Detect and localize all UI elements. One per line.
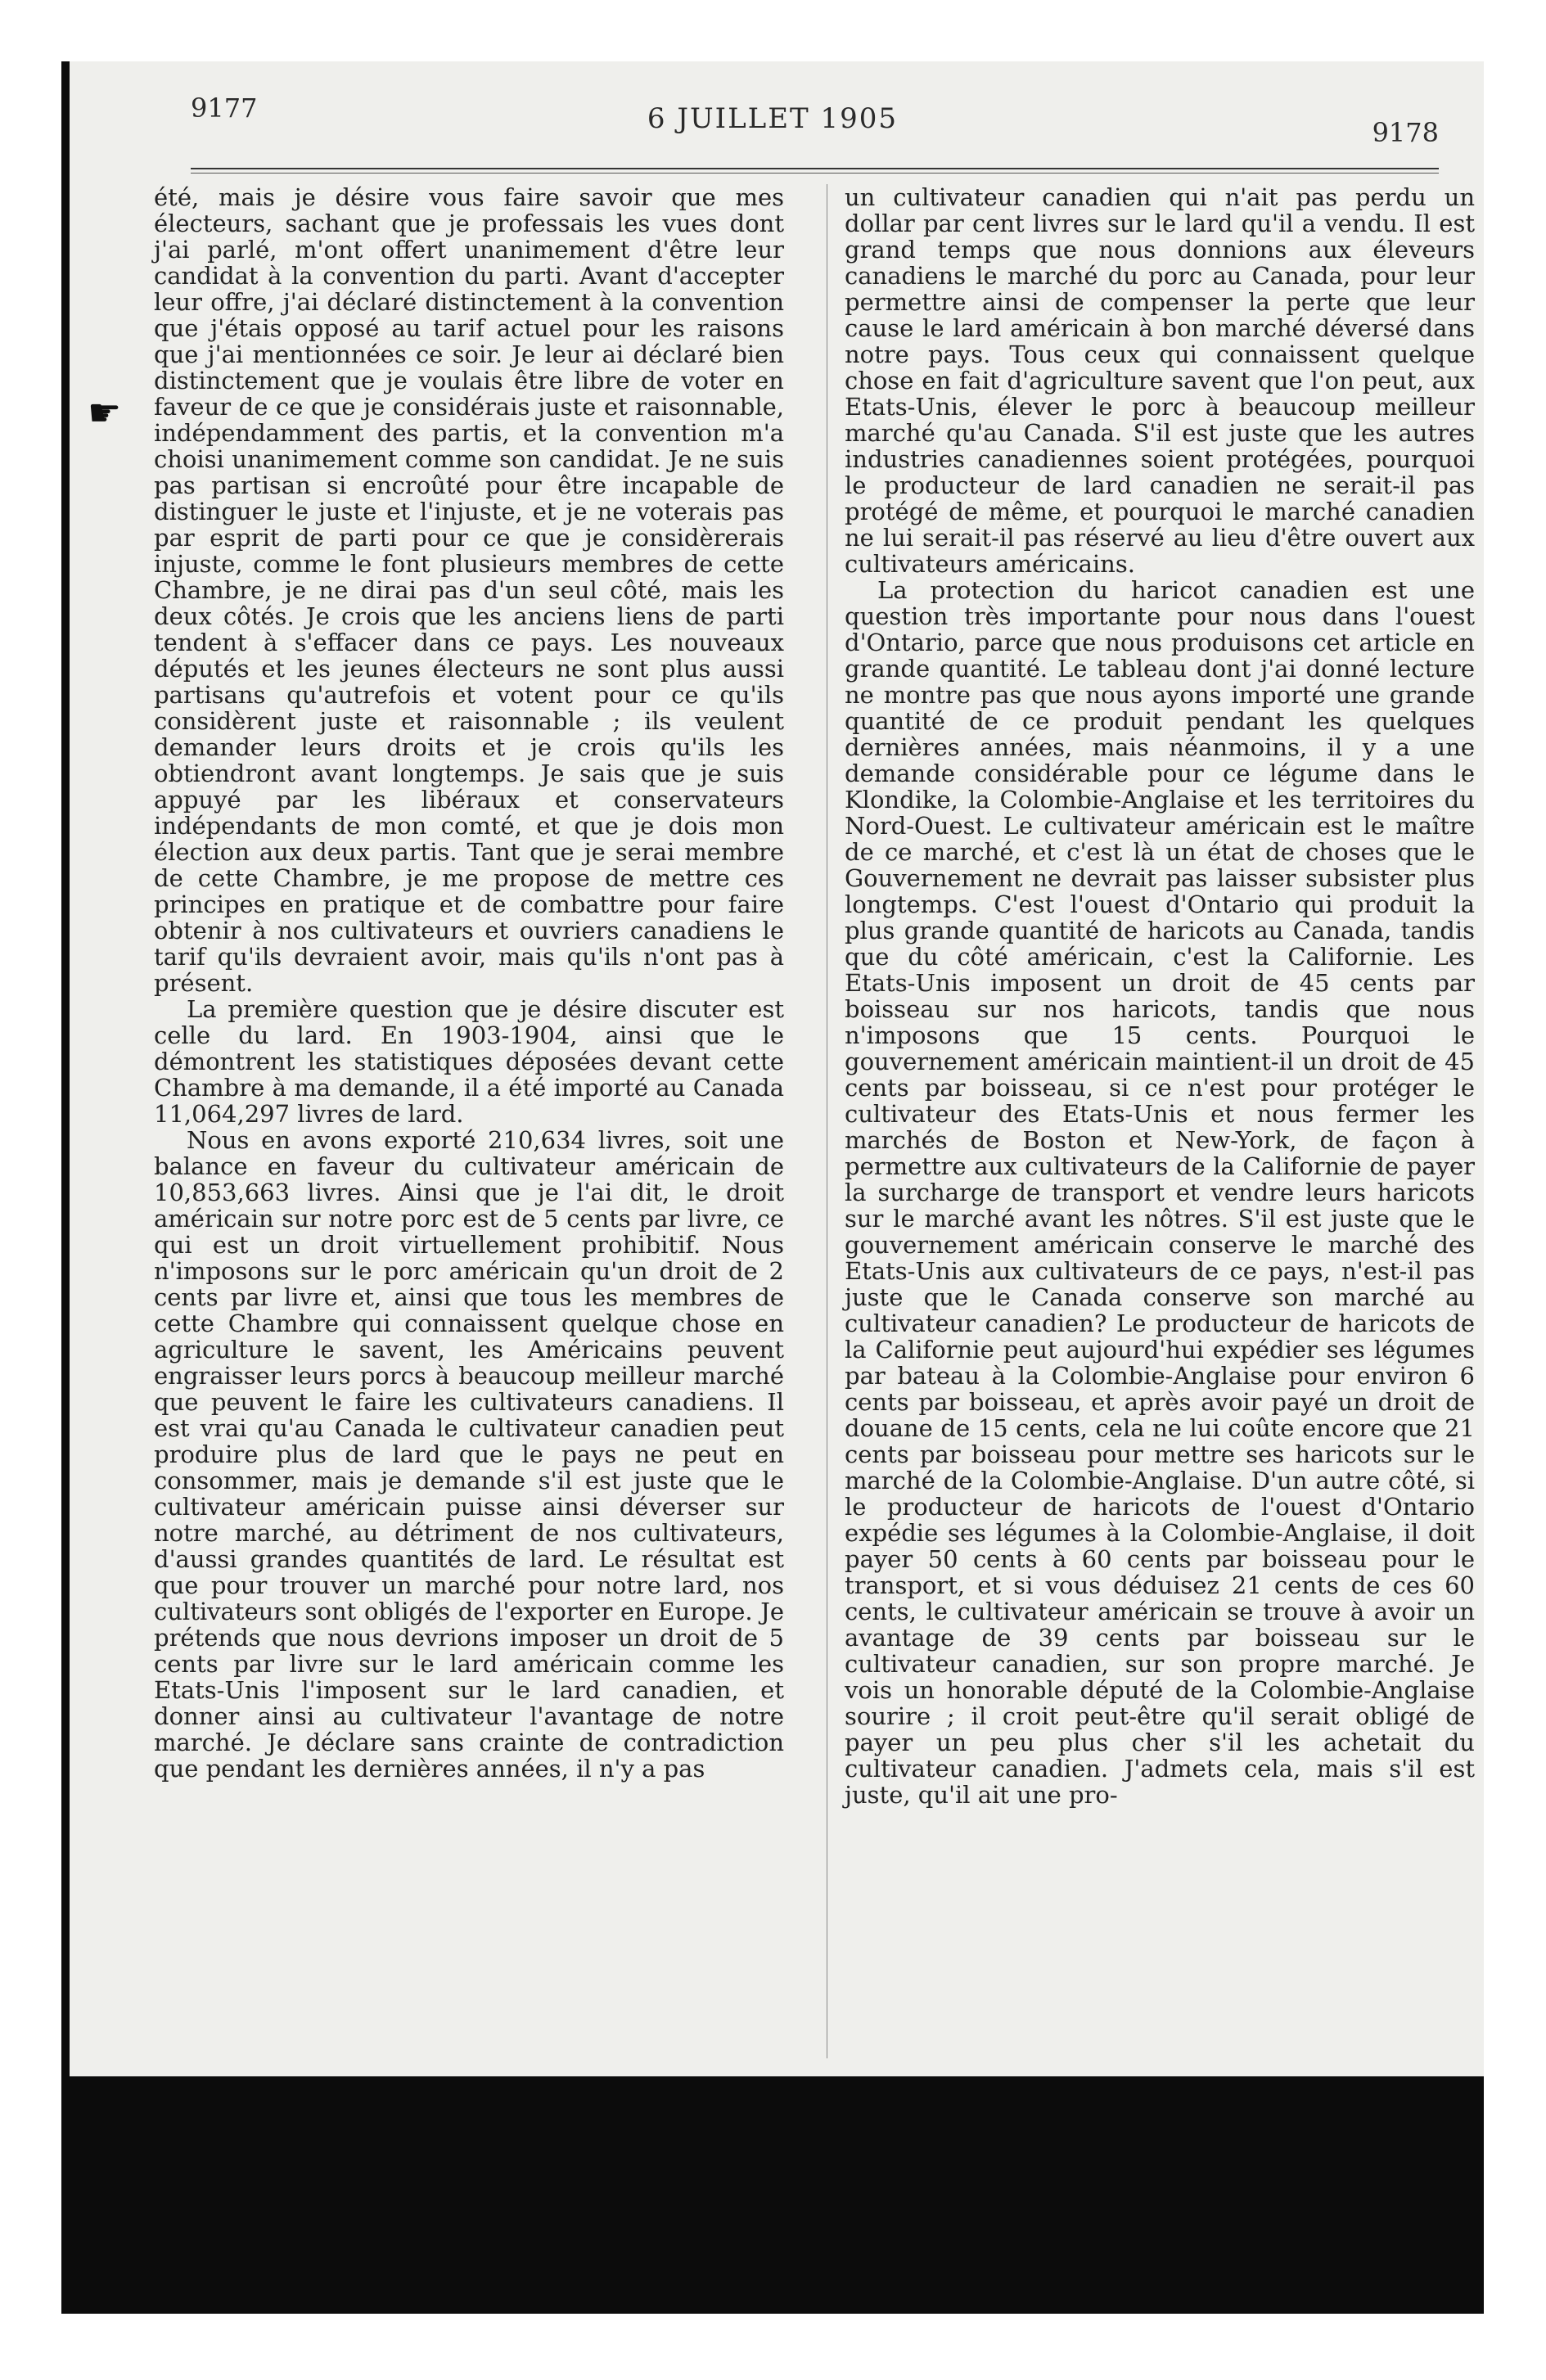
- paragraph: Nous en avons exporté 210,634 livres, soit une balance en faveur du cultivateur américain de 10,853,663 livres. Ainsi que je l'ai dit, le droit américain sur notre porc est de 5 cents par livre, ce qui est un droit virtuellement prohibitif. Nous n'imposons sur le porc américain qu'un droit de 2 cents par livre et, ainsi que tous les membres de cette Chambre qui connaissent quelque chose en agriculture le savent, les Américains peuvent engraisser leurs porcs à beaucoup meilleur marché que peuvent le faire les cultivateurs canadiens. Il est vrai qu'au Canada le cultivateur canadien peut produire plus de lard que le pays ne peut en consommer, mais je demande s'il est juste que le cultivateur américain puisse ainsi déverser sur notre marché, au détriment de nos cultivateurs, d'aussi grandes quantités de lard. Le résultat est que pour trouver un marché pour notre lard, nos cultivateurs sont obligés de l'exporter en Europe. Je prétends que nous devrions imposer un droit de 5 cents par livre sur le lard américain comme les Etats-Unis l'imposent sur le lard canadien, et donner ainsi au cultivateur l'avantage de notre marché. Je déclare sans crainte de contradiction que pendant les dernières années, il n'y a pas: [154, 1126, 784, 1783]
- paragraph: un cultivateur canadien qui n'ait pas perdu un dollar par cent livres sur le lard qu'il a vendu. Il est grand temps que nous donnions aux éleveurs canadiens le marché du porc au Canada, pour leur permettre ainsi de compenser la perte que leur cause le lard américain à bon marché déversé dans notre pays. Tous ceux qui connaissent quelque chose en fait d'agriculture savent que l'on peut, aux Etats-Unis, élever le porc à beaucoup meilleur marché qu'au Canada. S'il est juste que les autres industries canadiennes soient protégées, pourquoi le producteur de lard canadien ne serait-il pas protégé de même, et pourquoi le marché canadien ne lui serait-il pas réservé au lieu d'être ouvert aux cultivateurs américains.: [845, 183, 1475, 578]
- paragraph: été, mais je désire vous faire savoir que mes électeurs, sachant que je professais les vues dont j'ai parlé, m'ont offert unanimement d'être leur candidat à la convention du parti. Avant d'accepter leur offre, j'ai déclaré distinctement à la convention que j'étais opposé au tarif actuel pour les raisons que j'ai mentionnées ce soir. Je leur ai déclaré bien distinctement que je voulais être libre de voter en faveur de ce que je considérais juste et raisonnable, indépendamment des partis, et la convention m'a choisi unanimement comme son candidat. Je ne suis pas partisan si encroûté pour être incapable de distinguer le juste et l'injuste, et je ne voterais pas par esprit de parti pour ce que je considèrerais injuste, comme le font plusieurs membres de cette Chambre, je ne dirai pas d'un seul côté, mais les deux côtés. Je crois que les anciens liens de parti tendent à s'effacer dans ce pays. Les nouveaux députés et les jeunes électeurs ne sont plus aussi partisans qu'autrefois et votent pour ce qu'ils considèrent juste et raisonnable ; ils veulent demander leurs droits et je crois qu'ils les obtiendront avant longtemps. Je sais que je suis appuyé par les libéraux et conservateurs indépendants de mon comté, et que je dois mon élection aux deux partis. Tant que je serai membre de cette Chambre, je me propose de mettre ces principes en pratique et de combattre pour faire obtenir à nos cultivateurs et ouvriers canadiens le tarif qu'ils devraient avoir, mais qu'ils n'ont pas à présent.: [154, 183, 784, 997]
- page-number-right: 9178: [1372, 117, 1439, 148]
- scan-border-bottom: [61, 2076, 1484, 2314]
- left-column: [154, 184, 784, 1782]
- pointing-hand-icon: ☛: [88, 390, 122, 435]
- right-column: [845, 184, 1475, 1808]
- page-header: [61, 78, 1484, 168]
- header-rule: [191, 168, 1439, 174]
- scan-edge-left: [61, 61, 70, 2314]
- paragraph: La protection du haricot canadien est une question très importante pour nous dans l'ouest d'Ontario, parce que nous produisons cet article en grande quantité. Le tableau dont j'ai donné lecture ne montre pas que nous ayons importé une grande quantité de ce produit pendant les quelques dernières années, mais néanmoins, il y a une demande considérable pour ce légume dans le Klondike, la Colombie-Anglaise et les territoires du Nord-Ouest. Le cultivateur américain est le maître de ce marché, et c'est là un état de choses que le Gouvernement ne devrait pas laisser subsister plus longtemps. C'est l'ouest d'Ontario qui produit la plus grande quantité de haricots au Canada, tandis que du côté américain, c'est la Californie. Les Etats-Unis imposent un droit de 45 cents par boisseau sur nos haricots, tandis que nous n'imposons que 15 cents. Pourquoi le gouvernement américain maintient-il un droit de 45 cents par boisseau, si ce n'est pour protéger le cultivateur des Etats-Unis et nous fermer les marchés de Boston et New-York, de façon à permettre aux cultivateurs de la Californie de payer la surcharge de transport et vendre leurs haricots sur le marché avant les nôtres. S'il est juste que le gouvernement américain conserve le marché des Etats-Unis aux cultivateurs de ce pays, n'est-il pas juste que le Canada conserve son marché au cultivateur canadien? Le producteur de haricots de la Californie peut aujourd'hui expédier ses légumes par bateau à la Colombie-Anglaise pour environ 6 cents par boisseau, et après avoir payé un droit de douane de 15 cents, cela ne lui coûte encore que 21 cents par boisseau pour mettre ses haricots sur le marché de la Colombie-Anglaise. D'un autre côté, si le producteur de haricots de l'ouest d'Ontario expédie ses légumes à la Colombie-Anglaise, il doit payer 50 cents à 60 cents par boisseau pour le transport, et si vous déduisez 21 cents de ces 60 cents, le cultivateur américain se trouve à avoir un avantage de 39 cents par boisseau sur le cultivateur canadien, sur son propre marché. Je vois un honorable député de la Colombie-Anglaise sourire ; il croit peut-être qu'il serait obligé de payer un peu plus cher s'il les achetait du cultivateur canadien. J'admets cela, mais s'il est juste, qu'il ait une pro-: [845, 576, 1475, 1809]
- header-date: 6 JUILLET 1905: [647, 102, 899, 135]
- paragraph: La première question que je désire discuter est celle du lard. En 1903-1904, ainsi que le démontrent les statistiques déposées devant cette Chambre à ma demande, il a été importé au Canada 11,064,297 livres de lard.: [154, 995, 784, 1128]
- page-number-left: 9177: [191, 92, 258, 124]
- scanned-page: [61, 61, 1484, 2314]
